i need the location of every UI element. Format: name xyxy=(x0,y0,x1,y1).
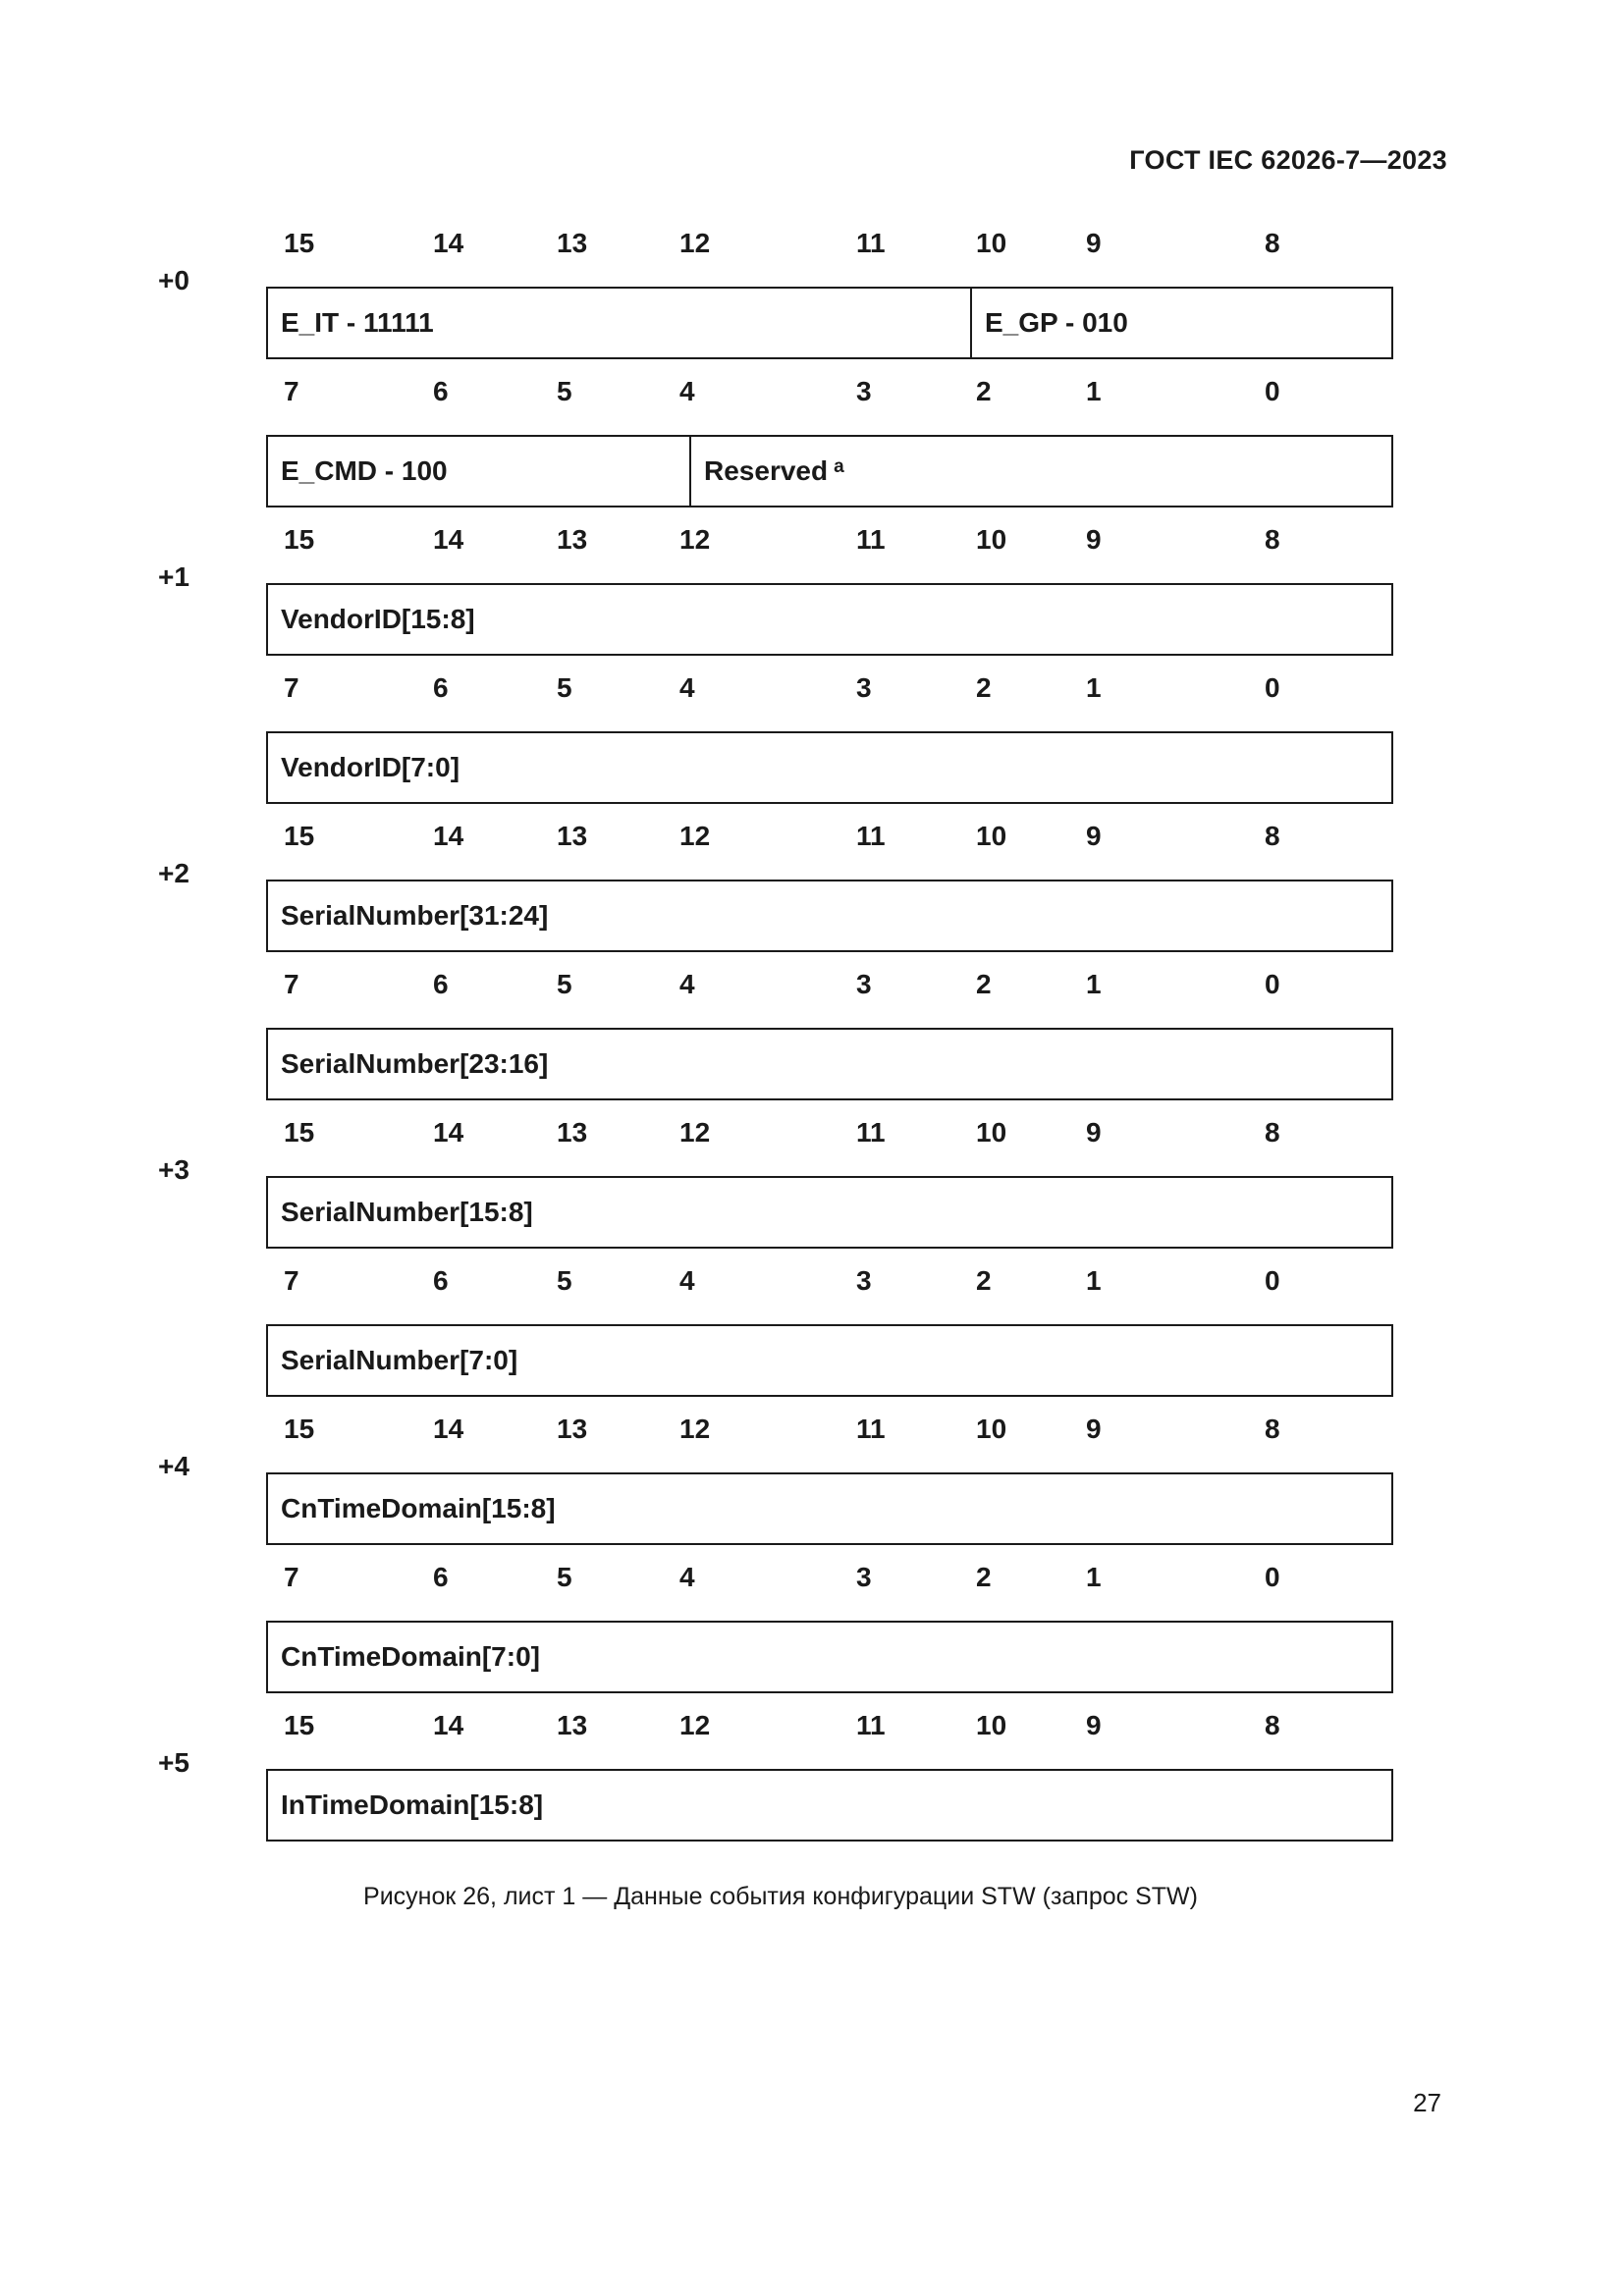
field-label: SerialNumber[23:16] xyxy=(281,1048,549,1079)
bit-number: 4 xyxy=(679,1562,695,1592)
bit-number: 3 xyxy=(856,672,872,703)
bit-number: 12 xyxy=(679,1710,711,1740)
footnote-marker: a xyxy=(834,456,844,477)
bit-number: 2 xyxy=(976,376,992,406)
bit-number: 1 xyxy=(1086,1265,1102,1296)
bit-number: 11 xyxy=(856,1710,886,1740)
bit-number: 9 xyxy=(1086,1414,1102,1444)
register-field-row xyxy=(266,1176,1393,1249)
field-label: SerialNumber[7:0] xyxy=(281,1345,518,1375)
register-field-row xyxy=(266,1621,1393,1693)
bit-number-row xyxy=(0,1265,1624,1299)
bit-number: 14 xyxy=(433,1117,464,1148)
bit-number: 13 xyxy=(557,228,588,258)
bit-number: 6 xyxy=(433,376,449,406)
bit-number: 5 xyxy=(557,969,572,999)
field-label: SerialNumber[31:24] xyxy=(281,900,549,931)
register-field xyxy=(268,1623,1391,1691)
word-offset-label: +3 xyxy=(158,1154,189,1185)
bit-number: 9 xyxy=(1086,1710,1102,1740)
word-offset-label: +4 xyxy=(158,1451,189,1481)
bit-number: 6 xyxy=(433,1562,449,1592)
bit-number: 0 xyxy=(1265,969,1280,999)
bit-number: 10 xyxy=(976,1117,1007,1148)
bit-number: 3 xyxy=(856,1562,872,1592)
bit-number: 11 xyxy=(856,1414,886,1444)
bit-number-row xyxy=(0,376,1624,409)
bit-number: 2 xyxy=(976,969,992,999)
bit-number: 12 xyxy=(679,1414,711,1444)
bit-number: 2 xyxy=(976,1562,992,1592)
bit-number: 8 xyxy=(1265,524,1280,555)
bit-number: 1 xyxy=(1086,1562,1102,1592)
bit-number: 5 xyxy=(557,672,572,703)
field-label: E_CMD - 100 xyxy=(281,455,448,486)
bit-number: 1 xyxy=(1086,376,1102,406)
field-label: InTimeDomain[15:8] xyxy=(281,1789,544,1820)
bit-number: 8 xyxy=(1265,228,1280,258)
bit-number-row xyxy=(0,1562,1624,1595)
bit-number-row xyxy=(0,1117,1624,1150)
bit-number-row xyxy=(0,672,1624,706)
register-field-row xyxy=(266,880,1393,952)
bit-number: 9 xyxy=(1086,1117,1102,1148)
bit-number: 14 xyxy=(433,1414,464,1444)
bit-number: 11 xyxy=(856,1117,886,1148)
bit-number: 10 xyxy=(976,228,1007,258)
register-field xyxy=(268,437,689,506)
register-field xyxy=(268,1474,1391,1543)
register-field xyxy=(268,585,1391,654)
field-label: Reserved xyxy=(704,455,829,486)
field-label: VendorID[7:0] xyxy=(281,752,460,782)
register-field-row xyxy=(266,731,1393,804)
bit-number: 14 xyxy=(433,524,464,555)
bit-number-row xyxy=(0,969,1624,1002)
bit-number: 6 xyxy=(433,969,449,999)
bit-number: 3 xyxy=(856,969,872,999)
register-field xyxy=(268,1178,1391,1247)
bit-number: 13 xyxy=(557,524,588,555)
bit-number: 0 xyxy=(1265,1562,1280,1592)
bit-number: 8 xyxy=(1265,1117,1280,1148)
bit-number: 13 xyxy=(557,1710,588,1740)
document-header: ГОСТ IEC 62026-7—2023 xyxy=(1129,145,1447,175)
bit-number: 4 xyxy=(679,969,695,999)
bit-number: 15 xyxy=(284,1117,315,1148)
field-label: SerialNumber[15:8] xyxy=(281,1197,533,1227)
bit-number-row xyxy=(0,1710,1624,1743)
bit-number: 10 xyxy=(976,1710,1007,1740)
bit-number: 2 xyxy=(976,672,992,703)
bit-number-row xyxy=(0,228,1624,261)
register-field-row xyxy=(266,287,1393,359)
bit-number: 8 xyxy=(1265,821,1280,851)
word-offset-label: +1 xyxy=(158,561,189,592)
bit-number-row xyxy=(0,524,1624,558)
bit-number: 0 xyxy=(1265,376,1280,406)
field-label: CnTimeDomain[15:8] xyxy=(281,1493,556,1523)
bit-number: 7 xyxy=(284,672,299,703)
bit-number: 15 xyxy=(284,821,315,851)
bit-number: 4 xyxy=(679,672,695,703)
bit-number: 14 xyxy=(433,821,464,851)
bit-number: 10 xyxy=(976,1414,1007,1444)
bit-number: 13 xyxy=(557,1414,588,1444)
bit-number: 10 xyxy=(976,821,1007,851)
bit-number: 9 xyxy=(1086,821,1102,851)
figure-caption: Рисунок 26, лист 1 — Данные события конфигурации STW (запрос STW) xyxy=(363,1883,1198,1910)
bit-number: 4 xyxy=(679,1265,695,1296)
bit-number: 13 xyxy=(557,821,588,851)
bit-number: 5 xyxy=(557,1562,572,1592)
register-field xyxy=(268,1771,1391,1840)
bit-number: 3 xyxy=(856,1265,872,1296)
register-field xyxy=(268,881,1391,950)
register-field-row xyxy=(266,1769,1393,1842)
bit-number-row xyxy=(0,1414,1624,1447)
bit-number: 12 xyxy=(679,1117,711,1148)
bit-number: 11 xyxy=(856,821,886,851)
bit-number: 0 xyxy=(1265,672,1280,703)
bit-number: 8 xyxy=(1265,1710,1280,1740)
bit-number: 3 xyxy=(856,376,872,406)
bit-number: 2 xyxy=(976,1265,992,1296)
register-field-row xyxy=(266,1472,1393,1545)
bit-number: 12 xyxy=(679,228,711,258)
bit-number: 7 xyxy=(284,1562,299,1592)
bit-number: 7 xyxy=(284,1265,299,1296)
bit-number: 12 xyxy=(679,524,711,555)
bit-number: 7 xyxy=(284,376,299,406)
bit-number: 15 xyxy=(284,228,315,258)
field-label: E_GP - 010 xyxy=(984,307,1128,338)
bit-number: 13 xyxy=(557,1117,588,1148)
register-field-row xyxy=(266,435,1393,507)
register-field-row xyxy=(266,1324,1393,1397)
bit-number: 4 xyxy=(679,376,695,406)
register-field xyxy=(268,289,970,357)
bit-number: 15 xyxy=(284,1414,315,1444)
bit-number: 9 xyxy=(1086,228,1102,258)
bit-number: 9 xyxy=(1086,524,1102,555)
field-label: E_IT - 11111 xyxy=(281,307,434,338)
bit-number: 6 xyxy=(433,1265,449,1296)
bit-number: 1 xyxy=(1086,672,1102,703)
register-field xyxy=(268,1030,1391,1098)
bit-number: 5 xyxy=(557,1265,572,1296)
register-field xyxy=(268,733,1391,802)
register-field xyxy=(970,289,1391,357)
field-label: VendorID[15:8] xyxy=(281,604,475,634)
bit-number: 12 xyxy=(679,821,711,851)
bit-number: 5 xyxy=(557,376,572,406)
bit-number: 11 xyxy=(856,228,886,258)
bit-number: 8 xyxy=(1265,1414,1280,1444)
register-field-row xyxy=(266,1028,1393,1100)
bit-number: 15 xyxy=(284,1710,315,1740)
bit-number: 14 xyxy=(433,228,464,258)
register-field-row xyxy=(266,583,1393,656)
page-number: 27 xyxy=(1413,2088,1441,2117)
bit-number: 0 xyxy=(1265,1265,1280,1296)
word-offset-label: +2 xyxy=(158,858,189,888)
bit-number: 1 xyxy=(1086,969,1102,999)
word-offset-label: +5 xyxy=(158,1747,189,1778)
bit-number-row xyxy=(0,821,1624,854)
word-offset-label: +0 xyxy=(158,265,189,295)
bit-number: 11 xyxy=(856,524,886,555)
register-field xyxy=(689,437,1391,506)
bit-number: 10 xyxy=(976,524,1007,555)
bit-number: 7 xyxy=(284,969,299,999)
bit-number: 6 xyxy=(433,672,449,703)
bit-number: 15 xyxy=(284,524,315,555)
field-label: CnTimeDomain[7:0] xyxy=(281,1641,540,1672)
register-field xyxy=(268,1326,1391,1395)
bit-number: 14 xyxy=(433,1710,464,1740)
